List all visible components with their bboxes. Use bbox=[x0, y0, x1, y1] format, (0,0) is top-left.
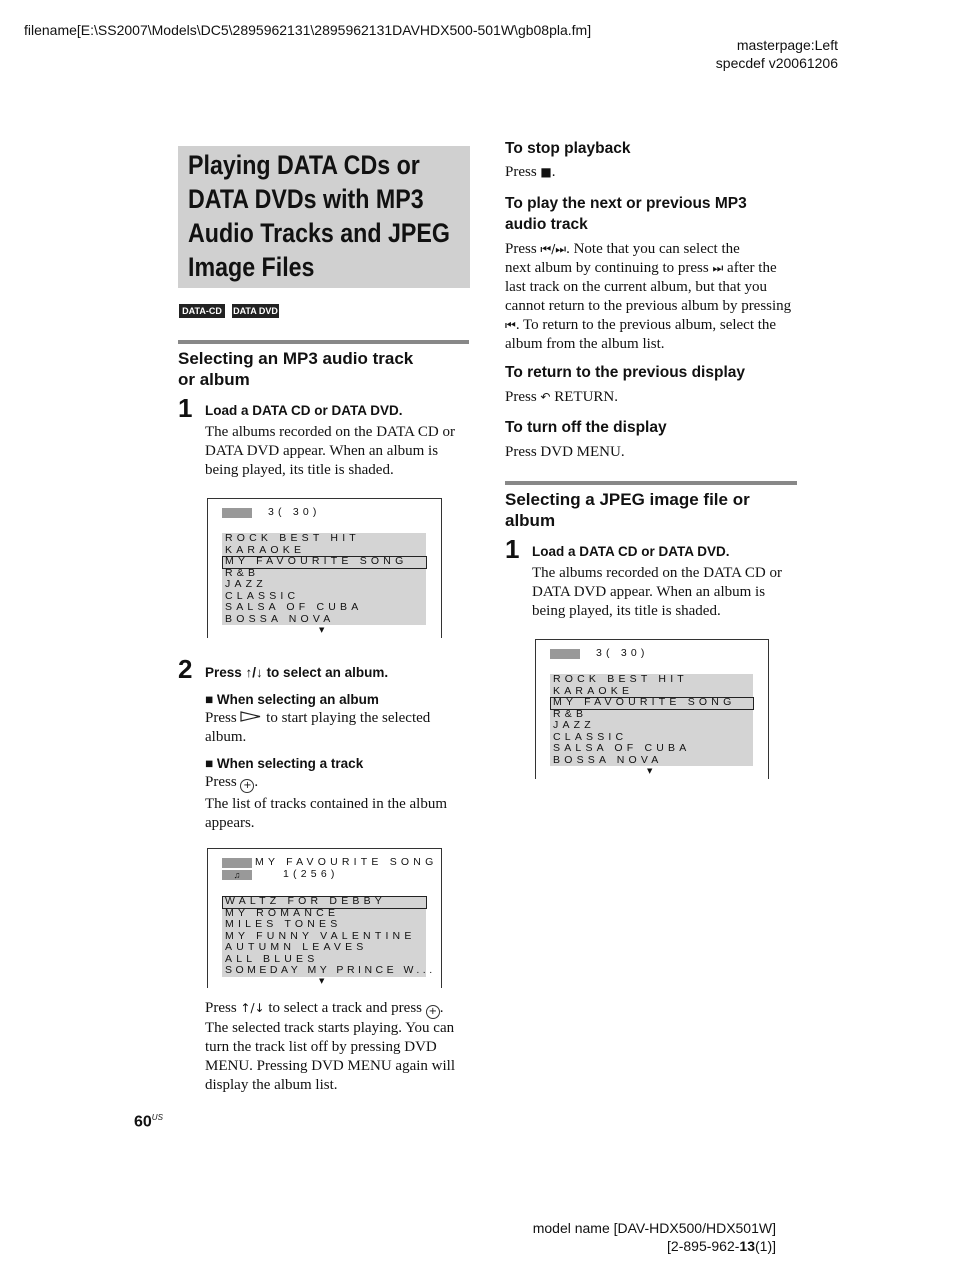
list-item: MY ROMANCE bbox=[225, 906, 340, 919]
list-item: R&B bbox=[553, 707, 588, 720]
page-number: $60^{US}$ bbox=[134, 1113, 163, 1131]
heading-next-previous: To play the next or previous MP3 audio track bbox=[505, 195, 747, 233]
data-cd-badge: DATA-CD bbox=[179, 304, 225, 318]
list-item: JAZZ bbox=[553, 719, 595, 731]
step-title: Load a DATA CD or DATA DVD. bbox=[205, 403, 403, 418]
section-heading-jpeg: Selecting a JPEG image file or album bbox=[505, 490, 750, 530]
footer-model: model name [DAV-HDX500/HDX501W] bbox=[532, 1220, 776, 1236]
album-icon bbox=[222, 858, 252, 868]
next-icon: ⏭ bbox=[712, 261, 724, 275]
list-item: SOMEDAY MY PRINCE W... bbox=[225, 964, 436, 976]
page-title-box bbox=[178, 146, 470, 288]
header-specdef: specdef v20061206 bbox=[715, 55, 838, 71]
list-item: MY FUNNY VALENTINE bbox=[225, 929, 416, 942]
list-item: KARAOKE bbox=[225, 543, 306, 556]
enter-button-icon: + bbox=[426, 1005, 440, 1019]
list-item: KARAOKE bbox=[553, 684, 634, 697]
osd-screen-album-list-jpeg bbox=[535, 639, 769, 779]
stop-icon: ■ bbox=[540, 165, 552, 179]
list-item: JAZZ bbox=[225, 578, 267, 590]
track-list bbox=[222, 895, 436, 988]
list-item: AUTUMN LEAVES bbox=[225, 941, 368, 953]
list-item: SALSA OF CUBA bbox=[553, 742, 691, 754]
section-heading-mp3: Selecting an MP3 audio track or album bbox=[178, 349, 414, 389]
list-item: WALTZ FOR DEBBY bbox=[225, 895, 387, 907]
album-name: MY FAVOURITE SONG bbox=[255, 856, 438, 868]
step-number: 2 bbox=[178, 654, 193, 684]
body-next-previous: Press ⏮/⏭. Note that you can select the next album by continuing to press ⏭ after the last track on the current album, but that you cannot return to the previous album by pressing ⏮. To return to the previous album, select the album from the album list. bbox=[505, 241, 792, 352]
scroll-down-icon: ▼ bbox=[319, 977, 325, 985]
album-list bbox=[550, 674, 753, 778]
footer-code: [2-895-962-13(1)] bbox=[667, 1238, 776, 1254]
list-item: MY FAVOURITE SONG bbox=[225, 555, 408, 567]
list-item: BOSSA NOVA bbox=[553, 753, 663, 766]
sub-heading-track: ■ When selecting a track bbox=[205, 756, 364, 771]
list-item: BOSSA NOVA bbox=[225, 612, 335, 625]
list-item: MY FAVOURITE SONG bbox=[553, 696, 736, 708]
osd-screen-track-list bbox=[207, 848, 442, 988]
body-return: Press ↶ RETURN. bbox=[505, 389, 618, 405]
heading-turn-off-display: To turn off the display bbox=[505, 419, 667, 436]
section-rule bbox=[505, 481, 797, 485]
step-body: The albums recorded on the DATA CD or DATA DVD appear. When an album is being played, its title is shaded. bbox=[532, 565, 782, 619]
list-item: CLASSIC bbox=[553, 730, 628, 743]
list-item: MILES TONES bbox=[225, 918, 342, 930]
list-item: CLASSIC bbox=[225, 589, 300, 602]
section-rule bbox=[178, 340, 469, 344]
up-down-arrow-icon: ↑/↓ bbox=[240, 1001, 265, 1015]
album-icon bbox=[222, 508, 252, 518]
list-item: SALSA OF CUBA bbox=[225, 601, 363, 613]
music-note-icon: ♫ bbox=[222, 870, 252, 880]
selected-highlight bbox=[550, 697, 754, 710]
album-count: 3( 30) bbox=[268, 506, 321, 518]
sub-body-track: Press + . The list of tracks contained in the album appears. bbox=[205, 774, 448, 831]
selected-highlight bbox=[222, 556, 427, 569]
header-masterpage: masterpage:Left bbox=[736, 37, 838, 53]
enter-button-icon: + bbox=[240, 779, 254, 793]
scroll-down-icon: ▼ bbox=[647, 767, 653, 775]
step-title: Press ↑/↓ to select an album. bbox=[205, 665, 389, 680]
up-down-arrow-icon: ↑/↓ bbox=[245, 665, 263, 680]
prev-next-icon: ⏮/⏭ bbox=[540, 242, 567, 256]
body-stop-playback: Press ■. bbox=[505, 164, 556, 180]
list-item: ALL BLUES bbox=[225, 952, 319, 965]
sub-body-album: Press to start playing the selected album. bbox=[205, 710, 431, 745]
step-number: 1 bbox=[505, 534, 520, 564]
scroll-down-icon: ▼ bbox=[319, 626, 325, 634]
page-title: Playing DATA CDs or DATA DVDs with MP3 Audio Tracks and JPEG Image Files bbox=[188, 150, 450, 282]
play-icon bbox=[240, 711, 262, 722]
prev-icon: ⏮ bbox=[505, 318, 516, 332]
heading-stop-playback: To stop playback bbox=[505, 140, 631, 157]
after-body: Press ↑/↓ to select a track and press + . The selected track starts playing. You can turn the track list off by pressing DVD MENU. Pressing DVD MENU again will display the album list. bbox=[205, 1000, 455, 1093]
sub-heading-album: ■ When selecting an album bbox=[205, 692, 379, 707]
album-icon bbox=[550, 649, 580, 659]
step-title: Load a DATA CD or DATA DVD. bbox=[532, 544, 730, 559]
list-item: ROCK BEST HIT bbox=[553, 673, 688, 685]
heading-return: To return to the previous display bbox=[505, 364, 745, 381]
return-icon: ↶ bbox=[540, 390, 551, 404]
osd-screen-album-list bbox=[207, 498, 442, 638]
selected-highlight bbox=[222, 896, 427, 909]
list-item: R&B bbox=[225, 566, 260, 579]
track-count: 1(256) bbox=[283, 868, 339, 880]
body-turn-off-display: Press DVD MENU. bbox=[505, 444, 625, 460]
header-filename: filename[E:\SS2007\Models\DC5\2895962131\2895962131DAVHDX500-501W\gb08pla.fm] bbox=[24, 22, 592, 38]
step-number: 1 bbox=[178, 393, 193, 423]
album-count: 3( 30) bbox=[596, 647, 649, 659]
step-body: The albums recorded on the DATA CD or DATA DVD appear. When an album is being played, its title is shaded. bbox=[205, 424, 455, 478]
album-list bbox=[222, 533, 426, 637]
list-item: ROCK BEST HIT bbox=[225, 532, 360, 544]
data-dvd-badge: DATA DVD bbox=[233, 306, 278, 316]
